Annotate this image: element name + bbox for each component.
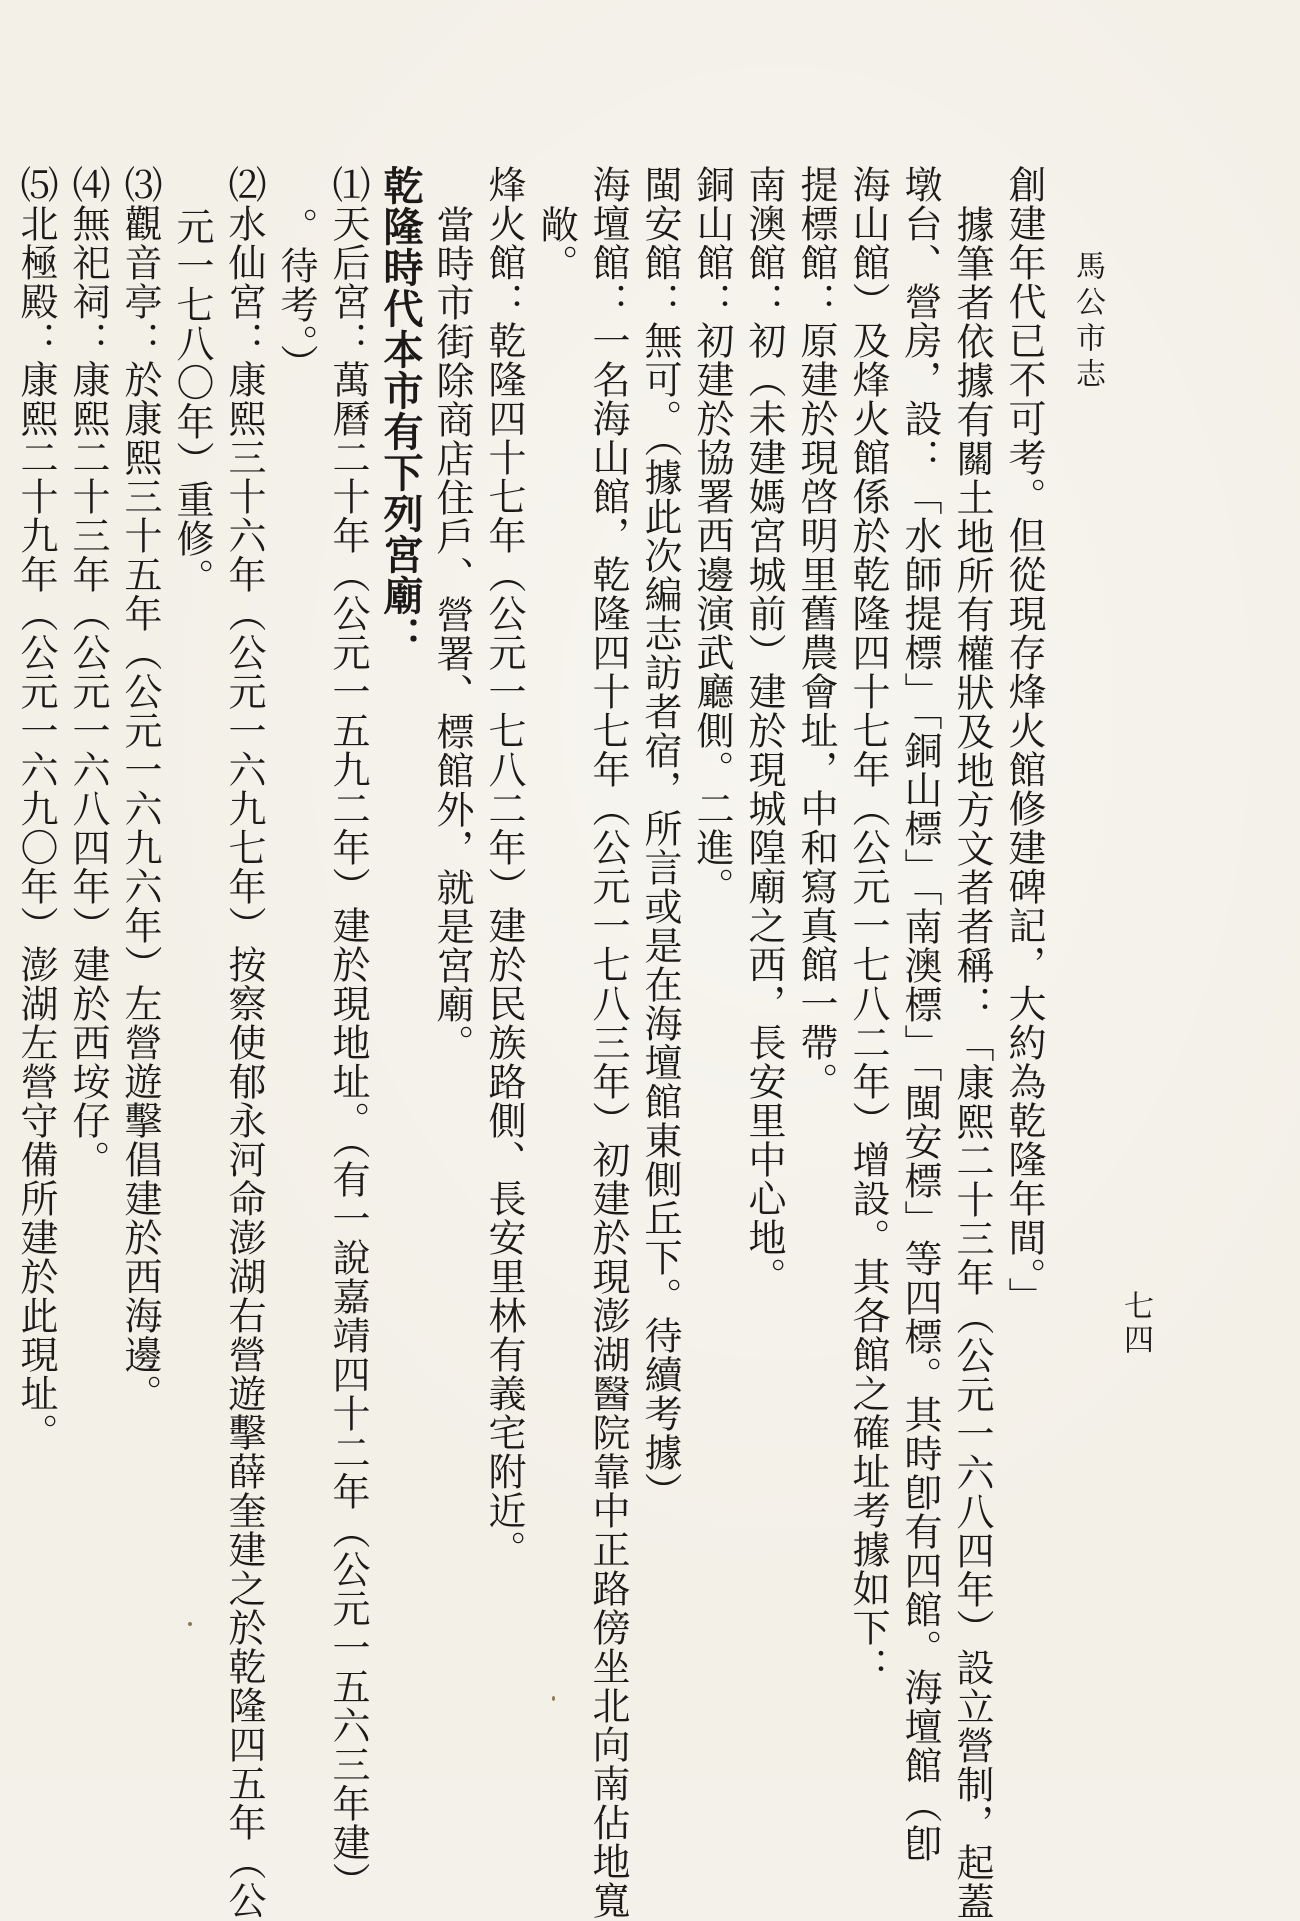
page-number: 七四 [1118, 1290, 1153, 1358]
text-column: 南澳館：初（未建媽宮城前）建於現城隍廟之西，長安里中心地。 [742, 165, 786, 1296]
list-item: ⑸北極殿：康熙二十九年（公元一六九〇年）澎湖左營守備所建於此現址。 [14, 165, 58, 1452]
list-item-continuation: 元一七八〇年）重修。 [170, 207, 214, 597]
list-item: ⑷無祀祠：康熙二十三年（公元一六八四年）建於西垵仔。 [66, 165, 110, 1179]
text-column: 海壇館：一名海山館，乾隆四十七年（公元一七八三年）初建於現澎湖醫院靠中正路傍坐北向南佔地寬 [586, 165, 630, 1920]
text-column: 墩台、營房，設：「水師提標」「銅山標」「南澳標」「閩安標」等四標。其時卽有四館。海壇館（卽 [898, 165, 942, 1863]
section-heading: 乾隆時代本市有下列宮廟： [377, 165, 423, 657]
list-item: ⑵水仙宮：康熙三十六年（公元一六九七年）按察使郁永河命澎湖右營遊擊薛奎建之於乾隆四五年（公 [222, 165, 266, 1920]
text-column: 創建年代已不可考。但從現存烽火館修建碑記，大約為乾隆年間。」 [1002, 165, 1046, 1316]
text-column: 烽火館：乾隆四十七年（公元一七八二年）建於民族路側、長安里林有義宅附近。 [482, 165, 526, 1569]
list-item-continuation: 。待考。） [274, 207, 318, 383]
body-text [10, 165, 1050, 1921]
paper-speck [188, 1622, 192, 1626]
page-header-title: 馬公市志 [1070, 250, 1105, 394]
text-column: 銅山館：初建於協署西邊演武廳側。二進。 [690, 165, 734, 906]
text-column: 閩安館：無可。（據此次編志訪者宿，所言或是在海壇館東側丘下。待續考據） [638, 165, 682, 1511]
text-column: 海山館）及烽火館係於乾隆四十七年（公元一七八二年）增設。其各館之確址考據如下： [846, 165, 890, 1686]
text-column: 據筆者依據有關土地所有權狀及地方文者者稱：「康熙二十三年（公元一六八四年）設立營制，起蓋 [950, 205, 994, 1921]
text-column: 提標館：原建於現啓明里舊農會址，中和寫真館一帶。 [794, 165, 838, 1101]
list-item: ⑴天后宮：萬曆二十年（公元一五九二年）建於現地址。（有一說嘉靖四十二年（公元一五六三年建） [326, 165, 370, 1901]
paper-speck [552, 1696, 555, 1701]
list-item: ⑶觀音亭：於康熙三十五年（公元一六九六年）左營遊擊倡建於西海邊。 [118, 165, 162, 1413]
text-column: 當時市街除商店住戶、營署、標館外，就是宮廟。 [430, 205, 474, 1063]
text-column: 敞。 [534, 205, 578, 283]
